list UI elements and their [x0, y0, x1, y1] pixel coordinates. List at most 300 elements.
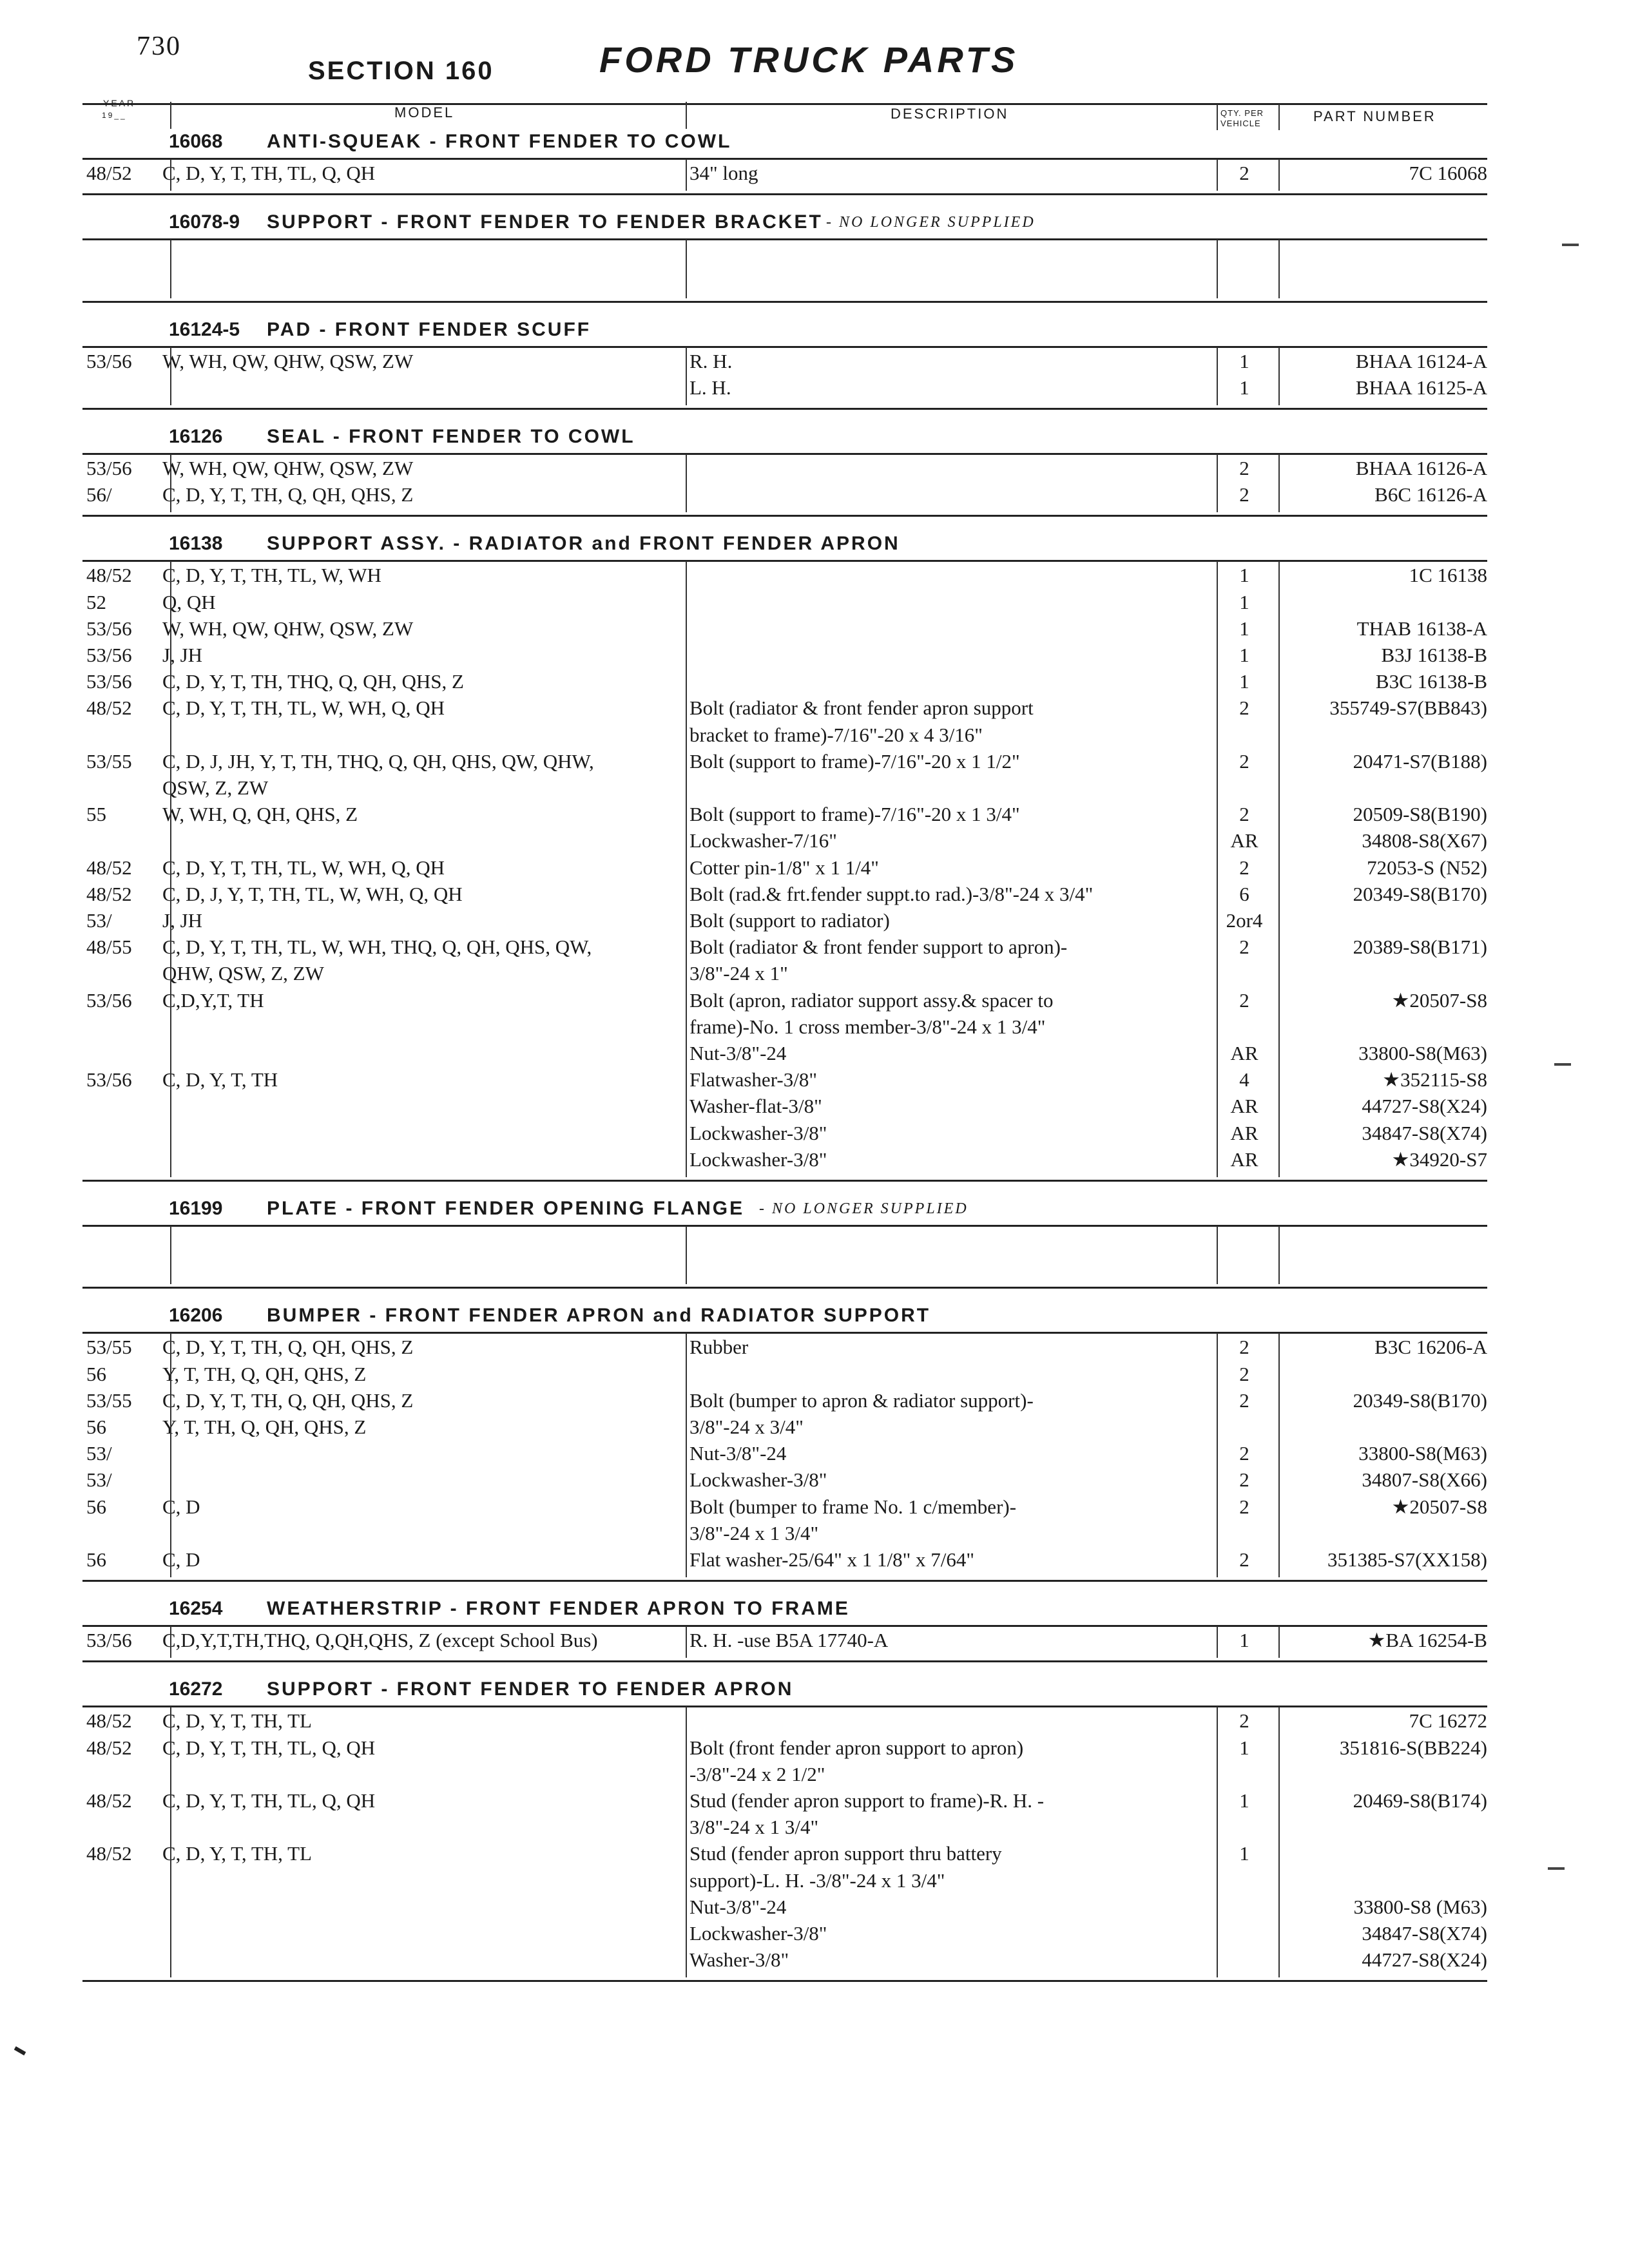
section-label: SECTION 160: [308, 57, 494, 85]
table-row: [0, 1547, 1629, 1573]
column-rule: [1278, 1626, 1280, 1658]
part-group-name: SUPPORT - FRONT FENDER TO FENDER BRACKET: [267, 211, 823, 233]
row-rule: [82, 1660, 1487, 1662]
part-group-name: BUMPER - FRONT FENDER APRON and RADIATOR SUPPORT: [267, 1305, 931, 1327]
table-row: [0, 695, 1629, 721]
row-description: bracket to frame)-7/16"-20 x 4 3/16": [689, 723, 983, 746]
row-qty: 2: [1239, 749, 1249, 773]
header-qty-line1: QTY. PER: [1220, 108, 1264, 118]
row-part-number: B6C 16126-A: [1374, 483, 1487, 506]
row-description: Lockwasher-7/16": [689, 829, 837, 852]
part-group-number: 16078-9: [169, 211, 240, 233]
header-year: YEAR: [103, 98, 136, 108]
table-row: [0, 749, 1629, 774]
row-part-number: 7C 16068: [1409, 162, 1487, 184]
header-qty-line2: VEHICLE: [1220, 119, 1261, 128]
table-row: [0, 616, 1629, 642]
table-row: [0, 375, 1629, 401]
row-part-number: 33800-S8 (M63): [1353, 1895, 1487, 1918]
row-rule: [82, 1332, 1487, 1334]
row-model: Q, QH: [162, 590, 216, 613]
row-rule: [82, 346, 1487, 348]
column-rule: [686, 1626, 687, 1658]
row-model: C, D, Y, T, TH, THQ, Q, QH, QHS, Z: [162, 670, 464, 693]
table-row: [0, 1788, 1629, 1814]
row-part-number: 1C 16138: [1409, 564, 1487, 587]
row-qty: 1: [1239, 1629, 1249, 1652]
row-qty: 2: [1239, 936, 1249, 959]
row-description: Bolt (support to frame)-7/16"-20 x 1 3/4": [689, 803, 1020, 826]
row-description: Nut-3/8"-24: [689, 1042, 787, 1064]
column-rule: [1278, 1333, 1280, 1577]
row-year: 55: [86, 803, 106, 826]
row-part-number: 20349-S8(B170): [1353, 882, 1487, 905]
row-year: 53/56: [86, 617, 132, 640]
row-description: Bolt (apron, radiator support assy.& spacer to: [689, 988, 1054, 1012]
row-description: Stud (fender apron support thru battery: [689, 1842, 1002, 1865]
row-part-number: B3J 16138-B: [1381, 644, 1487, 666]
column-rule: [170, 561, 171, 1177]
row-year: 56: [86, 1548, 106, 1571]
row-qty: 1: [1239, 644, 1249, 666]
row-part-number: ★BA 16254-B: [1367, 1629, 1487, 1652]
row-rule: [82, 515, 1487, 517]
column-rule: [686, 240, 687, 298]
row-rule: [82, 1180, 1487, 1182]
row-qty: 1: [1239, 1789, 1249, 1812]
row-description: Bolt (support to frame)-7/16"-20 x 1 1/2": [689, 749, 1020, 773]
row-rule: [82, 1980, 1487, 1982]
column-rule: [1278, 1226, 1280, 1284]
table-row: [0, 1093, 1629, 1119]
row-part-number: 34808-S8(X67): [1362, 829, 1487, 852]
row-year: 53/56: [86, 1629, 132, 1652]
part-group-name: SEAL - FRONT FENDER TO COWL: [267, 426, 635, 447]
row-part-number: 351385-S7(XX158): [1327, 1548, 1487, 1571]
row-year: 53/: [86, 1442, 112, 1465]
column-rule: [1217, 159, 1218, 191]
row-rule: [82, 158, 1487, 160]
row-model: C, D, Y, T, TH, TL: [162, 1709, 312, 1733]
row-model: C, D, Y, T, TH: [162, 1068, 278, 1091]
table-row: [0, 482, 1629, 508]
row-qty: 6: [1239, 882, 1249, 905]
table-row: [0, 349, 1629, 374]
row-qty: 2: [1239, 457, 1249, 479]
scan-mark: [1548, 1867, 1565, 1870]
row-qty: 2: [1239, 1468, 1249, 1492]
part-group-number: 16254: [169, 1598, 223, 1620]
row-year: 53/55: [86, 1336, 132, 1359]
row-qty: 2: [1239, 856, 1249, 879]
table-row: [0, 775, 1629, 801]
column-rule: [686, 454, 687, 512]
part-group-number: 16126: [169, 426, 223, 447]
row-qty: 2: [1239, 1548, 1249, 1571]
table-row: [0, 881, 1629, 907]
table-row: [0, 160, 1629, 186]
scan-mark: [1554, 1063, 1571, 1066]
part-group-number: 16206: [169, 1305, 223, 1327]
row-model: C, D, Y, T, TH, TL, W, WH, Q, QH: [162, 697, 445, 720]
row-year: 53/: [86, 1468, 112, 1492]
row-model: QSW, Z, ZW: [162, 776, 269, 799]
row-part-number: 34847-S8(X74): [1362, 1121, 1487, 1144]
row-model: J, JH: [162, 909, 203, 932]
part-group-name: SUPPORT ASSY. - RADIATOR and FRONT FENDER APRON: [267, 533, 900, 555]
row-description: Lockwasher-3/8": [689, 1922, 827, 1945]
row-description: Bolt (radiator & front fender support to apron)-: [689, 936, 1068, 959]
table-row: [0, 642, 1629, 668]
column-rule: [170, 1707, 171, 1977]
table-row: [0, 1947, 1629, 1973]
row-qty: 2: [1239, 697, 1249, 720]
table-row: [0, 1762, 1629, 1787]
table-row: [0, 590, 1629, 615]
column-rule: [170, 1333, 171, 1577]
row-model: C, D, Y, T, TH, TL, W, WH, Q, QH: [162, 856, 445, 879]
row-part-number: B3C 16138-B: [1375, 670, 1487, 693]
table-row: [0, 1814, 1629, 1840]
row-model: C, D, Y, T, TH, Q, QH, QHS, Z: [162, 483, 414, 506]
part-group-header: [0, 1305, 1629, 1329]
row-model: C, D, Y, T, TH, Q, QH, QHS, Z: [162, 1389, 414, 1412]
row-model: QHW, QSW, Z, ZW: [162, 962, 324, 985]
row-year: 48/55: [86, 936, 132, 959]
table-row: [0, 1120, 1629, 1146]
row-qty: 2: [1239, 988, 1249, 1012]
row-qty: 1: [1239, 376, 1249, 399]
table-row: [0, 1921, 1629, 1946]
row-description: R. H.: [689, 349, 733, 372]
row-year: 53/56: [86, 349, 132, 372]
row-description: R. H. -use B5A 17740-A: [689, 1629, 889, 1652]
part-group-name: ANTI-SQUEAK - FRONT FENDER TO COWL: [267, 131, 732, 152]
column-rule: [170, 240, 171, 298]
row-qty: 2: [1239, 1362, 1249, 1385]
row-description: Nut-3/8"-24: [689, 1895, 787, 1918]
row-rule: [82, 1580, 1487, 1582]
row-part-number: ★352115-S8: [1382, 1068, 1487, 1091]
row-part-number: 33800-S8(M63): [1358, 1442, 1487, 1465]
row-part-number: 7C 16272: [1409, 1709, 1487, 1733]
row-qty: AR: [1230, 829, 1258, 852]
row-description: Flat washer-25/64" x 1 1/8" x 7/64": [689, 1548, 975, 1571]
column-rule: [170, 159, 171, 191]
row-qty: AR: [1230, 1148, 1258, 1171]
table-row: [0, 1467, 1629, 1493]
table-row: [0, 934, 1629, 960]
part-group-number: 16138: [169, 533, 223, 555]
row-year: 56/: [86, 483, 112, 506]
table-row: [0, 1014, 1629, 1040]
part-group-number: 16199: [169, 1198, 223, 1219]
row-description: Cotter pin-1/8" x 1 1/4": [689, 856, 879, 879]
column-rule: [686, 1226, 687, 1284]
row-part-number: 44727-S8(X24): [1362, 1948, 1487, 1972]
column-rule: [1278, 454, 1280, 512]
row-rule: [82, 1287, 1487, 1289]
row-qty: 2: [1239, 1336, 1249, 1359]
row-qty: 2: [1239, 1495, 1249, 1518]
part-group-header: [0, 533, 1629, 557]
table-row: [0, 1067, 1629, 1093]
row-description: 3/8"-24 x 3/4": [689, 1416, 804, 1438]
part-group-name: SUPPORT - FRONT FENDER TO FENDER APRON: [267, 1678, 794, 1700]
column-rule: [170, 1226, 171, 1284]
row-part-number: THAB 16138-A: [1356, 617, 1487, 640]
table-row: [0, 908, 1629, 934]
page-title: FORD TRUCK PARTS: [599, 39, 1019, 80]
row-description: frame)-No. 1 cross member-3/8"-24 x 1 3/4": [689, 1015, 1046, 1038]
row-qty: 2: [1239, 483, 1249, 506]
row-description: Stud (fender apron support to frame)-R. H. -: [689, 1789, 1045, 1812]
row-part-number: 33800-S8(M63): [1358, 1042, 1487, 1064]
row-rule: [82, 238, 1487, 240]
column-rule: [1217, 1226, 1218, 1284]
row-rule: [82, 1706, 1487, 1707]
row-qty: 4: [1239, 1068, 1249, 1091]
row-year: 53/56: [86, 988, 132, 1012]
row-qty: 1: [1239, 617, 1249, 640]
row-model: J, JH: [162, 644, 203, 666]
row-model: C, D, J, Y, T, TH, TL, W, WH, Q, QH: [162, 882, 463, 905]
row-qty: AR: [1230, 1042, 1258, 1064]
row-model: W, WH, QW, QHW, QSW, ZW: [162, 349, 414, 372]
row-part-number: 355749-S7(BB843): [1329, 697, 1487, 720]
row-model: C, D, J, JH, Y, T, TH, THQ, Q, QH, QHS, QW, QHW,: [162, 749, 594, 773]
row-model: C, D, Y, T, TH, TL, Q, QH: [162, 1736, 376, 1759]
row-qty: AR: [1230, 1095, 1258, 1118]
column-rule: [686, 159, 687, 191]
row-description: 34" long: [689, 162, 758, 184]
column-rule: [1217, 347, 1218, 405]
row-description: L. H.: [689, 376, 731, 399]
row-qty: 2: [1239, 803, 1249, 826]
table-row: [0, 1388, 1629, 1414]
table-row: [0, 456, 1629, 481]
table-row: [0, 1041, 1629, 1066]
column-rule: [686, 347, 687, 405]
row-year: 48/52: [86, 697, 132, 720]
table-row: [0, 828, 1629, 854]
part-group-number: 16068: [169, 131, 223, 152]
table-row: [0, 1361, 1629, 1387]
row-qty: 1: [1239, 1842, 1249, 1865]
row-description: Flatwasher-3/8": [689, 1068, 817, 1091]
row-rule: [82, 408, 1487, 410]
row-qty: 2or4: [1226, 909, 1263, 932]
row-part-number: 20349-S8(B170): [1353, 1389, 1487, 1412]
header-part-number: PART NUMBER: [1313, 108, 1436, 124]
page-number: 730: [137, 32, 181, 61]
row-part-number: 34847-S8(X74): [1362, 1922, 1487, 1945]
row-year: 48/52: [86, 882, 132, 905]
row-year: 56: [86, 1362, 106, 1385]
part-group-name: PAD - FRONT FENDER SCUFF: [267, 318, 592, 340]
row-part-number: 20509-S8(B190): [1353, 803, 1487, 826]
row-description: Bolt (bumper to apron & radiator support)-: [689, 1389, 1034, 1412]
column-rule: [1217, 1707, 1218, 1977]
row-model: C, D, Y, T, TH, TL: [162, 1842, 312, 1865]
row-description: Washer-3/8": [689, 1948, 789, 1972]
row-part-number: 44727-S8(X24): [1362, 1095, 1487, 1118]
no-longer-supplied-note: - NO LONGER SUPPLIED: [826, 214, 1036, 231]
row-description: 3/8"-24 x 1 3/4": [689, 1816, 819, 1839]
part-group-header: [0, 211, 1629, 236]
column-rule: [1217, 454, 1218, 512]
row-model: W, WH, Q, QH, QHS, Z: [162, 803, 358, 826]
header-model: MODEL: [394, 104, 455, 120]
row-part-number: ★20507-S8: [1391, 988, 1487, 1012]
row-rule: [82, 301, 1487, 303]
row-model: C,D,Y,T,TH,THQ, Q,QH,QHS, Z (except School Bus): [162, 1629, 598, 1652]
header-year-sub: 19__: [102, 111, 127, 120]
row-rule: [82, 193, 1487, 195]
row-year: 48/52: [86, 162, 132, 184]
row-model: C, D, Y, T, TH, TL, W, WH: [162, 564, 381, 587]
table-row: [0, 1521, 1629, 1546]
row-part-number: 20389-S8(B171): [1353, 936, 1487, 959]
part-group-header: [0, 131, 1629, 155]
row-part-number: 351816-S(BB224): [1339, 1736, 1487, 1759]
column-rule: [686, 561, 687, 1177]
row-model: C, D, Y, T, TH, Q, QH, QHS, Z: [162, 1336, 414, 1359]
column-rule: [1278, 561, 1280, 1177]
row-year: 56: [86, 1495, 106, 1518]
part-group-name: WEATHERSTRIP - FRONT FENDER APRON TO FRAME: [267, 1598, 850, 1620]
row-part-number: 20469-S8(B174): [1353, 1789, 1487, 1812]
row-model: C, D: [162, 1495, 200, 1518]
row-year: 52: [86, 590, 106, 613]
row-year: 53/56: [86, 644, 132, 666]
table-row: [0, 669, 1629, 695]
row-rule: [82, 453, 1487, 455]
table-row: [0, 722, 1629, 748]
row-year: 48/52: [86, 1736, 132, 1759]
row-qty: AR: [1230, 1121, 1258, 1144]
table-row: [0, 1441, 1629, 1466]
column-rule: [1278, 159, 1280, 191]
column-rule: [1217, 240, 1218, 298]
row-part-number: B3C 16206-A: [1374, 1336, 1487, 1359]
table-row: [0, 1628, 1629, 1653]
column-rule: [1217, 1626, 1218, 1658]
row-year: 53/56: [86, 457, 132, 479]
column-rule: [1217, 1333, 1218, 1577]
table-row: [0, 1868, 1629, 1894]
row-qty: 2: [1239, 1709, 1249, 1733]
row-year: 48/52: [86, 856, 132, 879]
row-description: Nut-3/8"-24: [689, 1442, 787, 1465]
row-part-number: BHAA 16124-A: [1355, 349, 1487, 372]
row-model: Y, T, TH, Q, QH, QHS, Z: [162, 1416, 367, 1438]
row-year: 56: [86, 1416, 106, 1438]
table-row: [0, 1414, 1629, 1440]
table-row: [0, 802, 1629, 827]
row-description: Lockwasher-3/8": [689, 1148, 827, 1171]
row-year: 53/55: [86, 749, 132, 773]
part-group-number: 16124-5: [169, 318, 240, 340]
row-qty: 2: [1239, 1389, 1249, 1412]
row-part-number: BHAA 16126-A: [1355, 457, 1487, 479]
table-row: [0, 855, 1629, 881]
table-row: [0, 562, 1629, 588]
table-row: [0, 1708, 1629, 1734]
row-qty: 2: [1239, 162, 1249, 184]
column-rule: [1278, 1707, 1280, 1977]
row-qty: 1: [1239, 670, 1249, 693]
table-row: [0, 961, 1629, 986]
no-longer-supplied-note: - NO LONGER SUPPLIED: [759, 1200, 969, 1217]
table-row: [0, 1735, 1629, 1761]
column-rule: [1217, 561, 1218, 1177]
column-rule: [170, 454, 171, 512]
part-group-header: [0, 1598, 1629, 1622]
row-description: Rubber: [689, 1336, 749, 1359]
table-row: [0, 1494, 1629, 1520]
row-description: Bolt (bumper to frame No. 1 c/member)-: [689, 1495, 1017, 1518]
row-description: Bolt (support to radiator): [689, 909, 890, 932]
column-rule: [686, 1707, 687, 1977]
row-part-number: 72053-S (N52): [1367, 856, 1487, 879]
row-year: 53/55: [86, 1389, 132, 1412]
row-qty: 1: [1239, 349, 1249, 372]
scan-mark: [14, 2046, 26, 2055]
part-group-header: [0, 1678, 1629, 1703]
row-model: C, D: [162, 1548, 200, 1571]
row-year: 53/: [86, 909, 112, 932]
row-description: 3/8"-24 x 1": [689, 962, 788, 985]
row-qty: 2: [1239, 1442, 1249, 1465]
row-qty: 1: [1239, 590, 1249, 613]
row-rule: [82, 560, 1487, 562]
row-qty: 1: [1239, 1736, 1249, 1759]
row-model: C, D, Y, T, TH, TL, Q, QH: [162, 1789, 376, 1812]
row-part-number: BHAA 16125-A: [1355, 376, 1487, 399]
column-rule: [1278, 240, 1280, 298]
part-group-header: [0, 426, 1629, 450]
row-year: 48/52: [86, 1842, 132, 1865]
row-description: support)-L. H. -3/8"-24 x 1 3/4": [689, 1869, 945, 1892]
row-year: 53/56: [86, 1068, 132, 1091]
row-description: Lockwasher-3/8": [689, 1468, 827, 1492]
row-qty: 1: [1239, 564, 1249, 587]
row-model: C, D, Y, T, TH, TL, W, WH, THQ, Q, QH, QHS, QW,: [162, 936, 592, 959]
part-group-name: PLATE - FRONT FENDER OPENING FLANGE: [267, 1198, 745, 1219]
table-row: [0, 1841, 1629, 1867]
header-description: DESCRIPTION: [891, 106, 1009, 122]
part-group-number: 16272: [169, 1678, 223, 1700]
table-row: [0, 988, 1629, 1014]
row-model: W, WH, QW, QHW, QSW, ZW: [162, 457, 414, 479]
column-rule: [170, 1626, 171, 1658]
part-group-header: [0, 1198, 1629, 1222]
row-year: 48/52: [86, 1709, 132, 1733]
row-model: C, D, Y, T, TH, TL, Q, QH: [162, 162, 376, 184]
row-description: Bolt (radiator & front fender apron support: [689, 697, 1034, 720]
row-description: Bolt (rad.& frt.fender suppt.to rad.)-3/8"-24 x 3/4": [689, 882, 1094, 905]
column-rule: [686, 1333, 687, 1577]
row-year: 48/52: [86, 1789, 132, 1812]
table-row: [0, 1894, 1629, 1920]
row-part-number: 20471-S7(B188): [1353, 749, 1487, 773]
part-group-header: [0, 319, 1629, 343]
row-year: 53/56: [86, 670, 132, 693]
table-row: [0, 1334, 1629, 1360]
row-description: Bolt (front fender apron support to apron): [689, 1736, 1024, 1759]
row-year: 48/52: [86, 564, 132, 587]
